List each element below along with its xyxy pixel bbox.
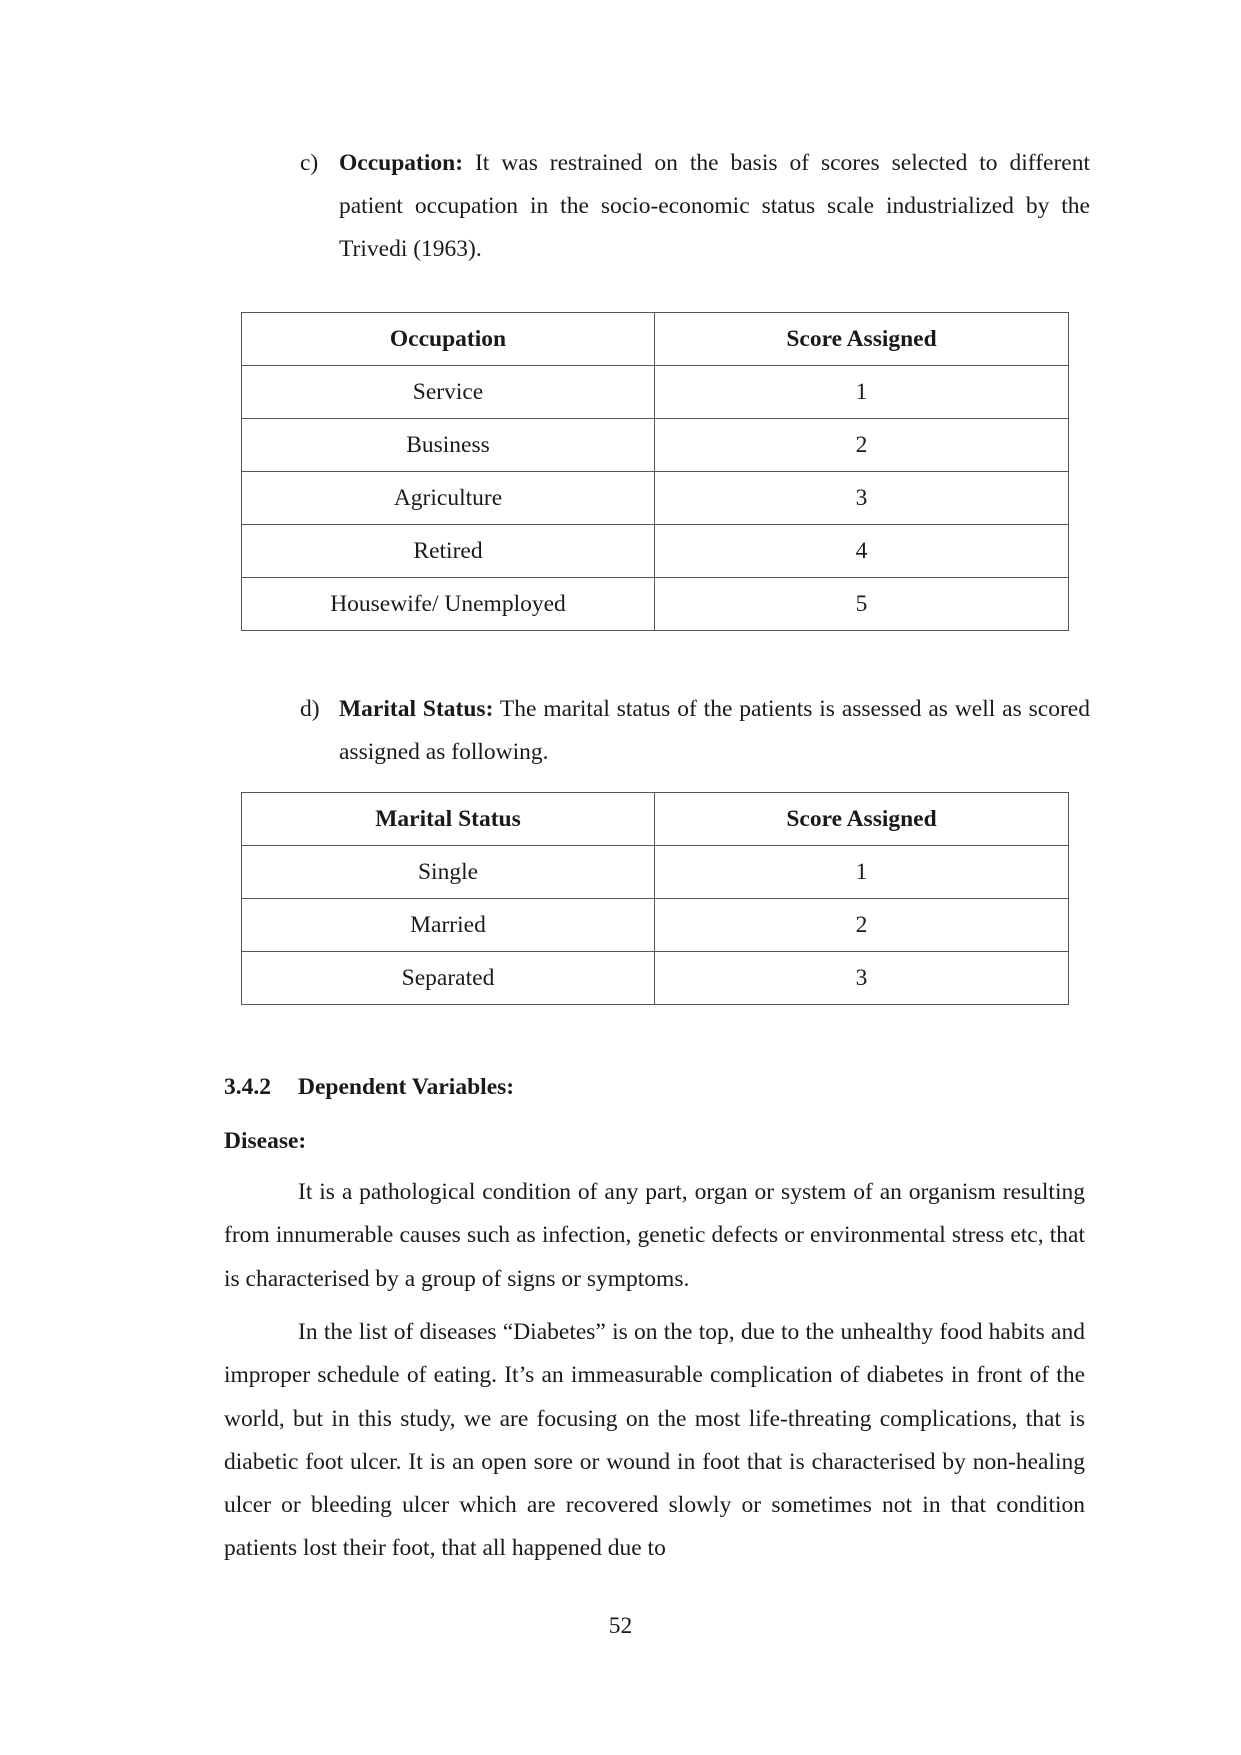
subheading: Disease: bbox=[224, 1128, 307, 1154]
table-cell: 3 bbox=[655, 952, 1069, 1005]
table-cell: 3 bbox=[655, 472, 1069, 525]
table-header-row bbox=[242, 793, 1069, 846]
column-header: Marital Status bbox=[242, 793, 655, 846]
table-cell: Single bbox=[242, 846, 655, 899]
table-cell: Agriculture bbox=[242, 472, 655, 525]
column-header: Score Assigned bbox=[655, 313, 1069, 366]
table-cell: Retired bbox=[242, 525, 655, 578]
table-cell: 2 bbox=[655, 419, 1069, 472]
table-row bbox=[242, 899, 1069, 952]
marital-status-table bbox=[241, 792, 1069, 1005]
column-header: Occupation bbox=[242, 313, 655, 366]
table-cell: Business bbox=[242, 419, 655, 472]
table-row bbox=[242, 366, 1069, 419]
item-label: Marital Status: bbox=[339, 696, 494, 722]
table-row bbox=[242, 419, 1069, 472]
table-cell: 4 bbox=[655, 525, 1069, 578]
table-cell: 1 bbox=[655, 366, 1069, 419]
item-body: The marital status of the patients is assessed as well as scored assigned as following. bbox=[339, 696, 1090, 765]
table-cell: 5 bbox=[655, 578, 1069, 631]
body-paragraph: It is a pathological condition of any part, organ or system of an organism resulting from innumerable causes such as infection, genetic defects or environmental stress etc, that is characterised by a group of signs or symptoms. bbox=[224, 1179, 1085, 1292]
table-cell: 2 bbox=[655, 899, 1069, 952]
section-number: 3.4.2 bbox=[224, 1074, 271, 1100]
body-paragraph: In the list of diseases “Diabetes” is on the top, due to the unhealthy food habits and improper schedule of eating. It’s an immeasurable complication of diabetes in front of the world, but in this study, we are focusing on the most life-threating complications, that is diabetic foot ulcer. It is an open sore or wound in foot that is characterised by non-healing ulcer or bleeding ulcer which are recovered slowly or sometimes not in that condition patients lost their foot, that all happened due to bbox=[224, 1319, 1085, 1562]
table-row bbox=[242, 578, 1069, 631]
table-row bbox=[242, 846, 1069, 899]
list-item-marital-status bbox=[300, 688, 1090, 774]
page-number: 52 bbox=[608, 1613, 633, 1639]
list-item-text bbox=[339, 142, 1090, 271]
table-cell: Separated bbox=[242, 952, 655, 1005]
table-row bbox=[242, 525, 1069, 578]
item-body: It was restrained on the basis of scores selected to different patient occupation in the socio-economic status scale industrialized by the Trivedi (1963). bbox=[339, 150, 1090, 262]
section-heading bbox=[224, 1066, 514, 1109]
column-header: Score Assigned bbox=[655, 793, 1069, 846]
list-marker: c) bbox=[300, 150, 319, 176]
list-item-text bbox=[339, 688, 1090, 774]
item-label: Occupation: bbox=[339, 150, 464, 176]
table-cell: Service bbox=[242, 366, 655, 419]
list-item-occupation bbox=[300, 142, 1090, 271]
table-cell: 1 bbox=[655, 846, 1069, 899]
table-cell: Housewife/ Unemployed bbox=[242, 578, 655, 631]
table-cell: Married bbox=[242, 899, 655, 952]
section-title: Dependent Variables: bbox=[298, 1074, 515, 1100]
table-row bbox=[242, 952, 1069, 1005]
table-row bbox=[242, 472, 1069, 525]
occupation-table bbox=[241, 312, 1069, 631]
list-marker: d) bbox=[300, 696, 320, 722]
table-header-row bbox=[242, 313, 1069, 366]
